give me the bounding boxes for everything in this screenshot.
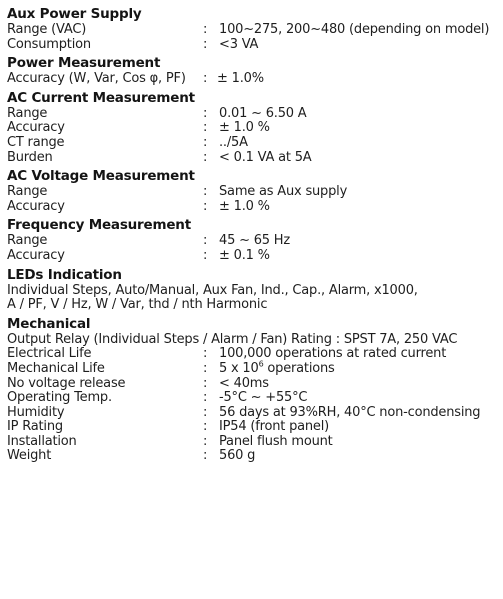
spec-value: < 0.1 VA at 5A	[219, 149, 312, 165]
spec-value: Panel flush mount	[219, 433, 333, 449]
spec-label: Electrical Life	[7, 346, 92, 362]
spec-label: CT range	[7, 134, 65, 150]
frequency-section	[7, 217, 503, 263]
spec-colon: :	[203, 419, 208, 435]
spec-label: Range (VAC)	[7, 22, 87, 37]
spec-value: 56 days at 93%RH, 40°C non-condensing	[219, 404, 481, 420]
spec-row	[7, 234, 503, 249]
spec-label: Operating Temp.	[7, 390, 112, 406]
spec-label: Mechanical Life	[7, 360, 105, 376]
power-measurement-section	[7, 55, 503, 87]
spec-value: ../5A	[219, 134, 248, 150]
spec-row	[7, 38, 503, 53]
spec-row	[7, 107, 503, 122]
value-tail: operations	[263, 360, 335, 376]
section-heading: Mechanical	[7, 315, 91, 332]
spec-value-with-exponent	[219, 359, 503, 377]
spec-label: Range	[7, 105, 48, 121]
spec-row	[7, 23, 503, 38]
section-heading: Aux Power Supply	[7, 6, 142, 22]
spec-row	[7, 136, 503, 151]
spec-colon: :	[203, 22, 208, 37]
spec-row	[7, 449, 503, 464]
section-heading: AC Voltage Measurement	[7, 168, 195, 185]
spec-row	[7, 435, 503, 450]
spec-row	[7, 391, 503, 406]
leds-line: A / PF, V / Hz, W / Var, thd / nth Harmonic	[7, 297, 268, 313]
spec-value: <3 VA	[219, 36, 259, 52]
spec-label: Humidity	[7, 404, 65, 420]
spec-label: Range	[7, 184, 48, 200]
spec-value: ± 1.0%	[217, 71, 264, 87]
spec-colon: :	[203, 36, 208, 52]
spec-colon: :	[203, 247, 208, 263]
spec-row	[7, 151, 503, 166]
spec-value: 0.01 ~ 6.50 A	[219, 105, 307, 121]
spec-label: Accuracy	[7, 198, 65, 214]
spec-row	[7, 121, 503, 136]
spec-colon: :	[203, 105, 208, 121]
spec-colon: :	[203, 120, 208, 136]
spec-row	[7, 347, 503, 362]
spec-row	[7, 200, 503, 215]
spec-colon: :	[203, 360, 208, 376]
section-heading: Frequency Measurement	[7, 217, 191, 234]
spec-value: < 40ms	[219, 375, 269, 391]
spec-row	[7, 185, 503, 200]
spec-label: Burden	[7, 149, 53, 165]
spec-colon: :	[203, 71, 208, 87]
leds-section	[7, 267, 503, 313]
spec-value: Same as Aux supply	[219, 184, 348, 200]
spec-value: -5°C ~ +55°C	[219, 390, 308, 406]
spec-colon: :	[203, 184, 208, 200]
spec-colon: :	[203, 149, 208, 165]
spec-label: IP Rating	[7, 419, 63, 435]
spec-row	[7, 359, 503, 377]
aux-power-section	[7, 6, 503, 52]
spec-colon: :	[203, 375, 208, 391]
spec-value: ± 1.0 %	[219, 198, 270, 214]
spec-row	[7, 406, 503, 421]
spec-label: Accuracy (W, Var, Cos φ, PF)	[7, 71, 186, 87]
spec-colon: :	[203, 233, 208, 249]
spec-colon: :	[203, 134, 208, 150]
spec-label: Consumption	[7, 36, 91, 52]
spec-colon: :	[203, 198, 208, 214]
spec-colon: :	[203, 404, 208, 420]
spec-row	[7, 72, 503, 87]
spec-colon: :	[203, 433, 208, 449]
leds-line: Individual Steps, Auto/Manual, Aux Fan, Ind., Cap., Alarm, x1000,	[7, 282, 418, 298]
spec-row	[7, 249, 503, 264]
section-heading: Power Measurement	[7, 55, 161, 72]
spec-label: Weight	[7, 448, 52, 464]
spec-label: Range	[7, 233, 48, 249]
value-base: 5 x 10	[219, 360, 259, 376]
spec-value: IP54 (front panel)	[219, 419, 330, 435]
spec-label: No voltage release	[7, 375, 126, 391]
section-heading: LEDs Indication	[7, 266, 122, 283]
mechanical-section	[7, 316, 503, 464]
spec-row	[7, 420, 503, 435]
ac-voltage-section	[7, 168, 503, 214]
spec-label: Accuracy	[7, 120, 65, 136]
relay-rating-line: Output Relay (Individual Steps / Alarm / Fan) Rating : SPST 7A, 250 VAC	[7, 331, 458, 347]
spec-row	[7, 377, 503, 392]
spec-colon: :	[203, 390, 208, 406]
spec-colon: :	[203, 346, 208, 362]
spec-value: ± 1.0 %	[219, 120, 270, 136]
section-heading: AC Current Measurement	[7, 89, 195, 106]
spec-label: Accuracy	[7, 247, 65, 263]
spec-value: 45 ~ 65 Hz	[219, 233, 290, 249]
spec-colon: :	[203, 448, 208, 464]
spec-label: Installation	[7, 433, 77, 449]
ac-current-section	[7, 90, 503, 165]
spec-value: 100,000 operations at rated current	[219, 346, 447, 362]
spec-value: ± 0.1 %	[219, 247, 270, 263]
value-exponent: 6	[258, 359, 264, 369]
spec-value: 100~275, 200~480 (depending on model)	[219, 22, 490, 37]
spec-value: 560 g	[219, 448, 256, 464]
